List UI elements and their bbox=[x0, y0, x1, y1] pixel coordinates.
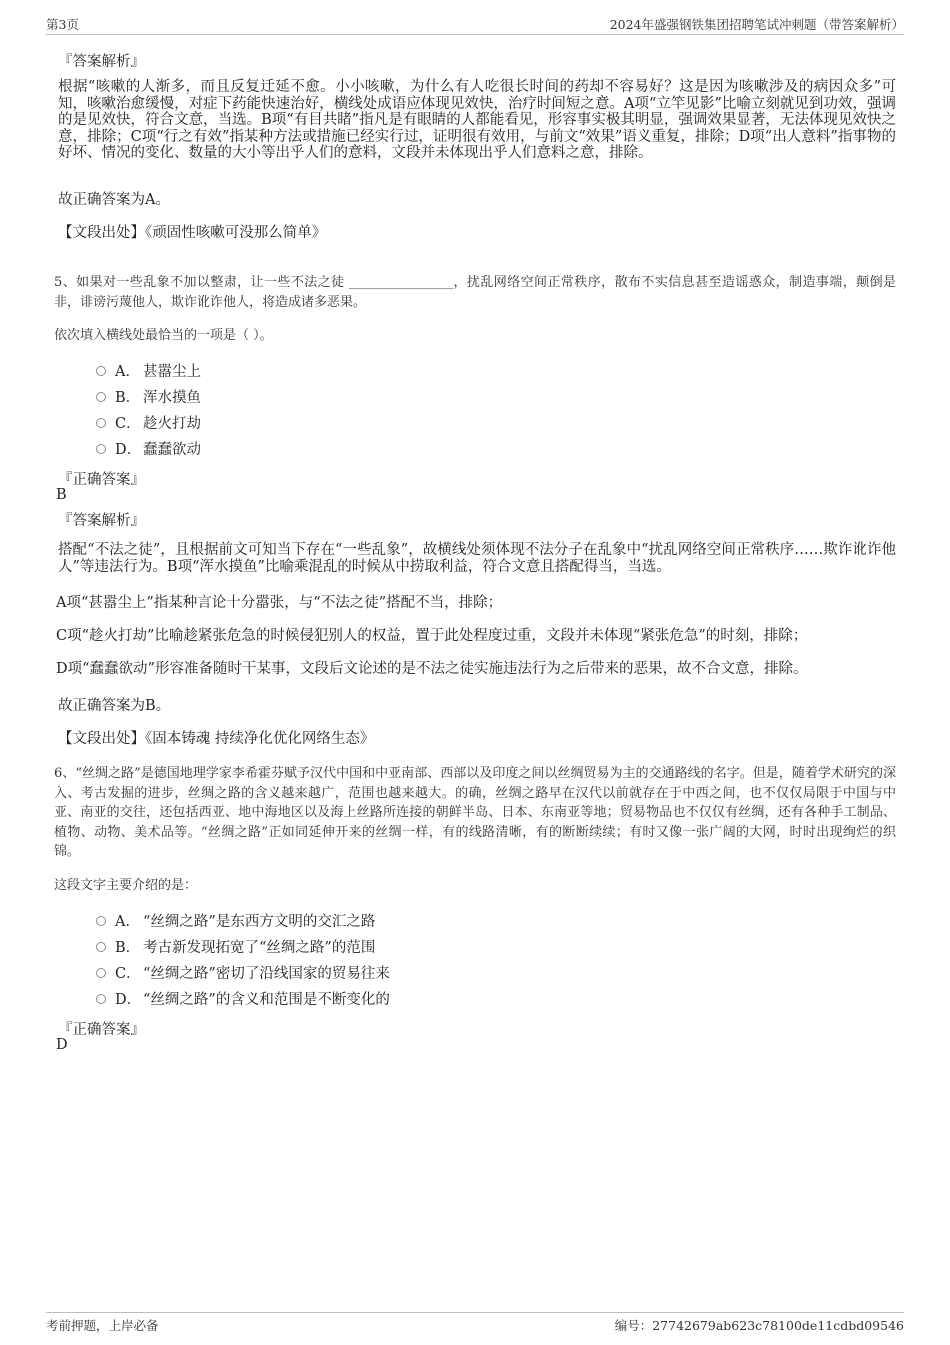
q5-analysis-heading: 『答案解析』 bbox=[58, 513, 145, 529]
radio-icon[interactable] bbox=[96, 444, 106, 454]
q4-analysis-heading: 『答案解析』 bbox=[58, 54, 145, 70]
q6-answer: D bbox=[56, 1037, 68, 1053]
footer-slogan: 考前押题，上岸必备 bbox=[46, 1318, 159, 1333]
radio-icon[interactable] bbox=[96, 392, 106, 402]
radio-icon[interactable] bbox=[96, 916, 106, 926]
radio-icon[interactable] bbox=[96, 942, 106, 952]
q5-analysis-1: 搭配“不法之徒”，且根据前文可知当下存在“一些乱象”，故横线处须体现不法分子在乱象中“扰乱网络空间正常秩序……欺诈讹诈他人”等违法行为。B项“浑水摸鱼”比喻乘混乱的时候从中捞取利益，符合文意且搭配得当，当选。 bbox=[58, 542, 896, 575]
page-header bbox=[46, 14, 904, 35]
q5-option-b[interactable]: B． 浑水摸鱼 bbox=[96, 388, 201, 408]
q5-option-a[interactable]: A． 甚嚣尘上 bbox=[96, 362, 201, 382]
q4-source: 【文段出处】《顽固性咳嗽可没那么简单》 bbox=[58, 225, 327, 241]
q5-option-c[interactable]: C． 趁火打劫 bbox=[96, 414, 201, 434]
q5-option-d[interactable]: D． 蠢蠢欲动 bbox=[96, 440, 201, 460]
q6-answer-heading: 『正确答案』 bbox=[58, 1022, 145, 1038]
q5-prompt: 依次填入横线处最恰当的一项是（ ）。 bbox=[54, 328, 273, 343]
radio-icon[interactable] bbox=[96, 418, 106, 428]
radio-icon[interactable] bbox=[96, 366, 106, 376]
q5-source: 【文段出处】《固本铸魂 持续净化优化网络生态》 bbox=[58, 731, 375, 747]
q4-conclusion: 故正确答案为A。 bbox=[58, 192, 170, 208]
q6-option-a[interactable]: A． “丝绸之路”是东西方文明的交汇之路 bbox=[96, 912, 375, 932]
q5-analysis-2: A项“甚嚣尘上”指某种言论十分嚣张，与“不法之徒”搭配不当，排除； bbox=[56, 595, 503, 611]
q5-answer: B bbox=[56, 487, 67, 503]
q6-option-d[interactable]: D． “丝绸之路”的含义和范围是不断变化的 bbox=[96, 990, 390, 1010]
q5-answer-heading: 『正确答案』 bbox=[58, 472, 145, 488]
q6-option-c[interactable]: C． “丝绸之路”密切了沿线国家的贸易往来 bbox=[96, 964, 390, 984]
q5-analysis-3: C项“趁火打劫”比喻趁紧张危急的时候侵犯别人的权益，置于此处程度过重，文段并未体现“紧张危急”的时刻，排除； bbox=[56, 628, 808, 644]
q4-analysis-text: 根据“咳嗽的人渐多，而且反复迁延不愈。小小咳嗽，为什么有人吃很长时间的药却不容易好？这是因为咳嗽涉及的病因众多”可知，咳嗽治愈缓慢，对症下药能快速治好，横线处成语应体现见效快，治疗时间短之意。A项“立竿见影”比喻立刻就见到功效，强调的是见效快，符合文意，当选。B项“有目共睹”指凡是有眼睛的人都能看见，形容事实极其明显，强调效果显著，无法体现见效快之意，排除；C项“行之有效”指某种方法或措施已经实行过，证明很有效用，与前文“效果”语义重复，排除；D项“出人意料”指事物的好坏、情况的变化、数量的大小等出乎人们的意料，文段并未体现出乎人们意料之意，排除。 bbox=[58, 79, 896, 161]
q5-conclusion: 故正确答案为B。 bbox=[58, 698, 171, 714]
document-serial: 编号：27742679ab623c78100de11cdbd09546 bbox=[614, 1318, 904, 1333]
radio-icon[interactable] bbox=[96, 994, 106, 1004]
q6-option-b[interactable]: B． 考古新发现拓宽了“丝绸之路”的范围 bbox=[96, 938, 375, 958]
radio-icon[interactable] bbox=[96, 968, 106, 978]
page-number: 第3页 bbox=[46, 17, 79, 32]
q6-stem: 6、“丝绸之路”是德国地理学家李希霍芬赋予汉代中国和中亚南部、西部以及印度之间以丝绸贸易为主的交通路线的名字。但是，随着学术研究的深入、考古发掘的进步，丝绸之路的含义越来越广，范围也越来越大。的确，丝绸之路早在汉代以前就存在于中西之间，也不仅仅局限于中国与中亚、南亚的交往，还包括西亚、地中海地区以及海上丝路所连接的朝鲜半岛、日本、东南亚等地；贸易物品也不仅仅有丝绸，还有各种手工制品、植物、动物、美术品等。“丝绸之路”正如同延伸开来的丝绸一样，有的线路清晰，有的断断续续；有时又像一张广阔的大网，时时出现绚烂的织锦。 bbox=[54, 766, 896, 859]
q6-prompt: 这段文字主要介绍的是： bbox=[54, 878, 198, 893]
q5-analysis-4: D项“蠢蠢欲动”形容准备随时干某事，文段后文论述的是不法之徒实施违法行为之后带来的恶果，故不合文意，排除。 bbox=[56, 661, 808, 677]
q5-stem: 5、如果对一些乱象不加以整肃，让一些不法之徒 ________________，扰乱网络空间正常秩序，散布不实信息甚至造谣惑众，制造事端，颠倒是非，诽谤污蔑他人，欺诈讹诈他人，将造成诸多恶果。 bbox=[54, 275, 896, 310]
document-title: 2024年盛强钢铁集团招聘笔试冲刺题（带答案解析） bbox=[609, 17, 904, 32]
page-footer bbox=[46, 1312, 904, 1335]
